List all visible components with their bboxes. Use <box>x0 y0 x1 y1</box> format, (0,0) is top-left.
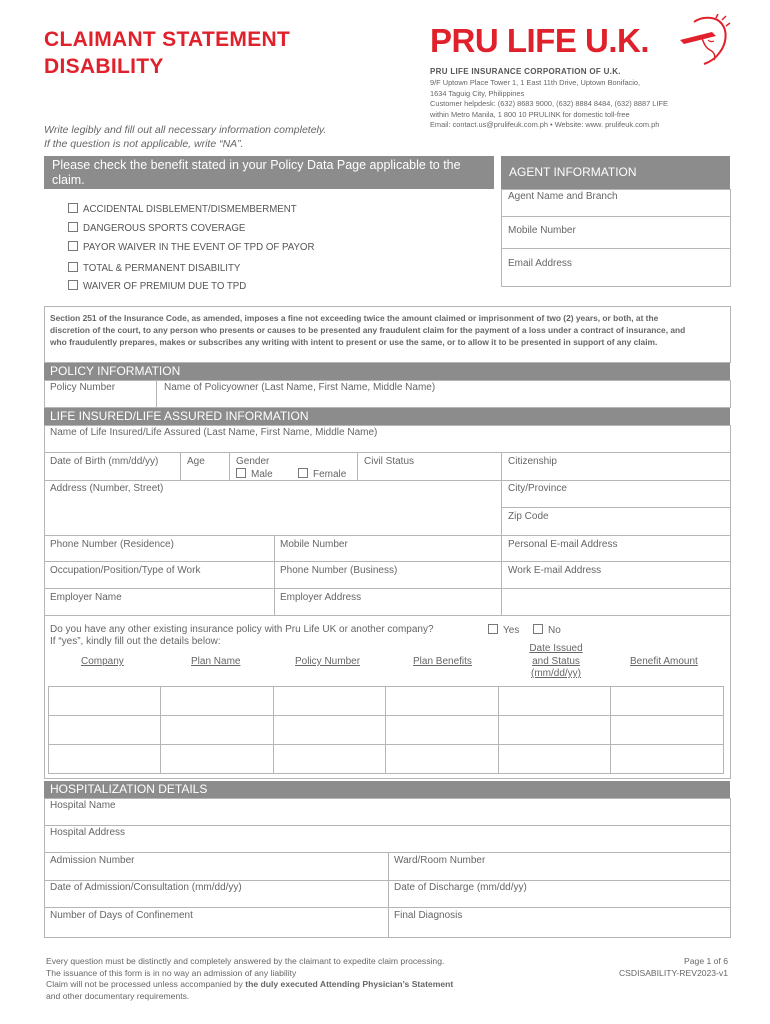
checkbox-icon[interactable] <box>236 468 246 478</box>
checkbox-icon[interactable] <box>68 280 78 290</box>
age-field[interactable]: Age <box>187 456 205 467</box>
phone-business-field[interactable]: Phone Number (Business) <box>280 565 398 576</box>
gender-male-checkbox[interactable]: Male <box>236 468 273 480</box>
hospital-address-field[interactable]: Hospital Address <box>50 827 126 838</box>
footer-line: and other documentary requirements. <box>46 990 190 1001</box>
zip-code-field[interactable]: Zip Code <box>508 511 549 522</box>
checkbox-icon[interactable] <box>68 241 78 251</box>
col-header-benefit-amount: Benefit Amount <box>630 656 698 667</box>
date-of-birth-field[interactable]: Date of Birth (mm/dd/yy) <box>50 456 159 467</box>
checkbox-icon[interactable] <box>68 222 78 232</box>
form-code: CSDISABILITY-REV2023-v1 <box>618 967 728 978</box>
address-line: 9/F Uptown Place Tower 1, 1 East 11th Drive, Uptown Bonifacio, <box>430 78 641 87</box>
benefit-checkbox-dangerous-sports[interactable]: DANGEROUS SPORTS COVERAGE <box>68 222 245 234</box>
citizenship-field[interactable]: Citizenship <box>508 456 557 467</box>
instruction-line: If the question is not applicable, write “NA”. <box>44 137 244 150</box>
work-email-field[interactable]: Work E-mail Address <box>508 565 602 576</box>
benefit-checkbox-tpd[interactable]: TOTAL & PERMANENT DISABILITY <box>68 262 240 274</box>
hospital-name-field[interactable]: Hospital Name <box>50 800 116 811</box>
page-number: Page 1 of 6 <box>684 956 728 966</box>
policy-info-header: POLICY INFORMATION <box>44 363 730 380</box>
logo-emblem-icon <box>672 14 732 66</box>
company-name: PRU LIFE INSURANCE CORPORATION OF U.K. <box>430 67 621 76</box>
admission-number-field[interactable]: Admission Number <box>50 855 135 866</box>
footer-notes <box>46 956 453 1002</box>
company-address <box>430 78 668 131</box>
col-header-policy-number: Policy Number <box>295 656 361 667</box>
city-province-field[interactable]: City/Province <box>508 483 567 494</box>
agent-info-header: AGENT INFORMATION <box>501 156 730 189</box>
agent-name-branch-field[interactable]: Agent Name and Branch <box>508 191 618 202</box>
other-insurance-yes-checkbox[interactable]: Yes <box>488 624 519 636</box>
occupation-field[interactable]: Occupation/Position/Type of Work <box>50 565 201 576</box>
employer-name-field[interactable]: Employer Name <box>50 592 122 603</box>
form-title-line2: DISABILITY <box>44 55 164 78</box>
legal-notice: Section 251 of the Insurance Code, as amended, imposes a fine not exceeding twice the amount claimed or imprisonment of two (2) years, or both, at the discretion of the court, to any person who presents or causes to be presented any fraudulent claim for the payment of a loss under a contract of insurance, and who fraudulently prepares, makes or subscribes any writing with intent to present or use the same, or to allow it to be presented in support of any claim. <box>50 313 686 347</box>
address-field[interactable]: Address (Number, Street) <box>50 483 164 494</box>
policyowner-name-field[interactable]: Name of Policyowner (Last Name, First Name, Middle Name) <box>164 382 436 393</box>
agent-info-box <box>501 189 731 287</box>
checkbox-icon[interactable] <box>68 262 78 272</box>
admission-date-field[interactable]: Date of Admission/Consultation (mm/dd/yy) <box>50 882 242 893</box>
agent-email-field[interactable]: Email Address <box>508 258 572 269</box>
company-logo-text: PRU LIFE U.K. <box>430 22 650 59</box>
footer-line: Every question must be distinctly and completely answered by the claimant to expedite claim processing. <box>46 956 445 966</box>
instruction-line: Write legibly and fill out all necessary information completely. <box>44 124 327 136</box>
agent-mobile-field[interactable]: Mobile Number <box>508 225 576 236</box>
civil-status-field[interactable]: Civil Status <box>364 456 415 467</box>
days-confinement-field[interactable]: Number of Days of Confinement <box>50 910 193 921</box>
col-header-company: Company <box>81 656 124 667</box>
discharge-date-field[interactable]: Date of Discharge (mm/dd/yy) <box>394 882 527 893</box>
life-insured-header: LIFE INSURED/LIFE ASSURED INFORMATION <box>44 408 730 425</box>
checkbox-icon[interactable] <box>488 624 498 634</box>
other-insurance-instruction: If “yes”, kindly fill out the details below: <box>50 636 221 647</box>
final-diagnosis-field[interactable]: Final Diagnosis <box>394 910 463 921</box>
benefit-checkbox-waiver-premium[interactable]: WAIVER OF PREMIUM DUE TO TPD <box>68 280 246 292</box>
address-line: Email: contact.us@prulifeuk.com.ph • Website: www. prulifeuk.com.ph <box>430 120 660 130</box>
life-insured-name-field[interactable]: Name of Life Insured/Life Assured (Last Name, First Name, Middle Name) <box>50 427 378 438</box>
ward-room-field[interactable]: Ward/Room Number <box>394 855 486 866</box>
col-header-date-issued: Date Issued and Status (mm/dd/yy) <box>529 643 583 679</box>
other-insurance-question: Do you have any other existing insurance policy with Pru Life UK or another company? <box>50 624 434 635</box>
page-info <box>619 956 728 979</box>
benefit-checkbox-payor-waiver[interactable]: PAYOR WAIVER IN THE EVENT OF TPD OF PAYOR <box>68 241 314 253</box>
gender-label: Gender <box>236 456 270 467</box>
checkbox-icon[interactable] <box>68 203 78 213</box>
col-header-plan-name: Plan Name <box>191 656 241 667</box>
policy-number-field[interactable]: Policy Number <box>50 382 116 393</box>
employer-address-field[interactable]: Employer Address <box>280 592 362 603</box>
address-line: Customer helpdesk: (632) 8683 9000, (632) 8884 8484, (632) 8887 LIFE <box>430 99 668 109</box>
phone-residence-field[interactable]: Phone Number (Residence) <box>50 539 174 550</box>
benefits-header: Please check the benefit stated in your Policy Data Page applicable to the claim. <box>44 156 494 189</box>
footer-line: The issuance of this form is in no way an admission of any liability <box>46 967 297 978</box>
other-insurance-table <box>48 686 724 774</box>
form-title <box>44 26 290 80</box>
checkbox-icon[interactable] <box>533 624 543 634</box>
personal-email-field[interactable]: Personal E-mail Address <box>508 539 618 550</box>
benefit-checkbox-accidental[interactable]: ACCIDENTAL DISBLEMENT/DISMEMBERMENT <box>68 203 297 215</box>
address-line: within Metro Manila, 1 800 10 PRULINK for domestic toll-free <box>430 109 630 119</box>
checkbox-icon[interactable] <box>298 468 308 478</box>
mobile-number-field[interactable]: Mobile Number <box>280 539 348 550</box>
gender-female-checkbox[interactable]: Female <box>298 468 346 480</box>
hospitalization-header: HOSPITALIZATION DETAILS <box>44 781 730 798</box>
other-insurance-no-checkbox[interactable]: No <box>533 624 561 636</box>
instructions <box>44 124 326 151</box>
address-line: 1634 Taguig City, Philippines <box>430 88 525 98</box>
form-title-line1: CLAIMANT STATEMENT <box>44 28 291 51</box>
footer-line: Claim will not be processed unless accompanied by the duly executed Attending Physician’s Statement <box>46 979 454 989</box>
col-header-plan-benefits: Plan Benefits <box>413 656 472 667</box>
